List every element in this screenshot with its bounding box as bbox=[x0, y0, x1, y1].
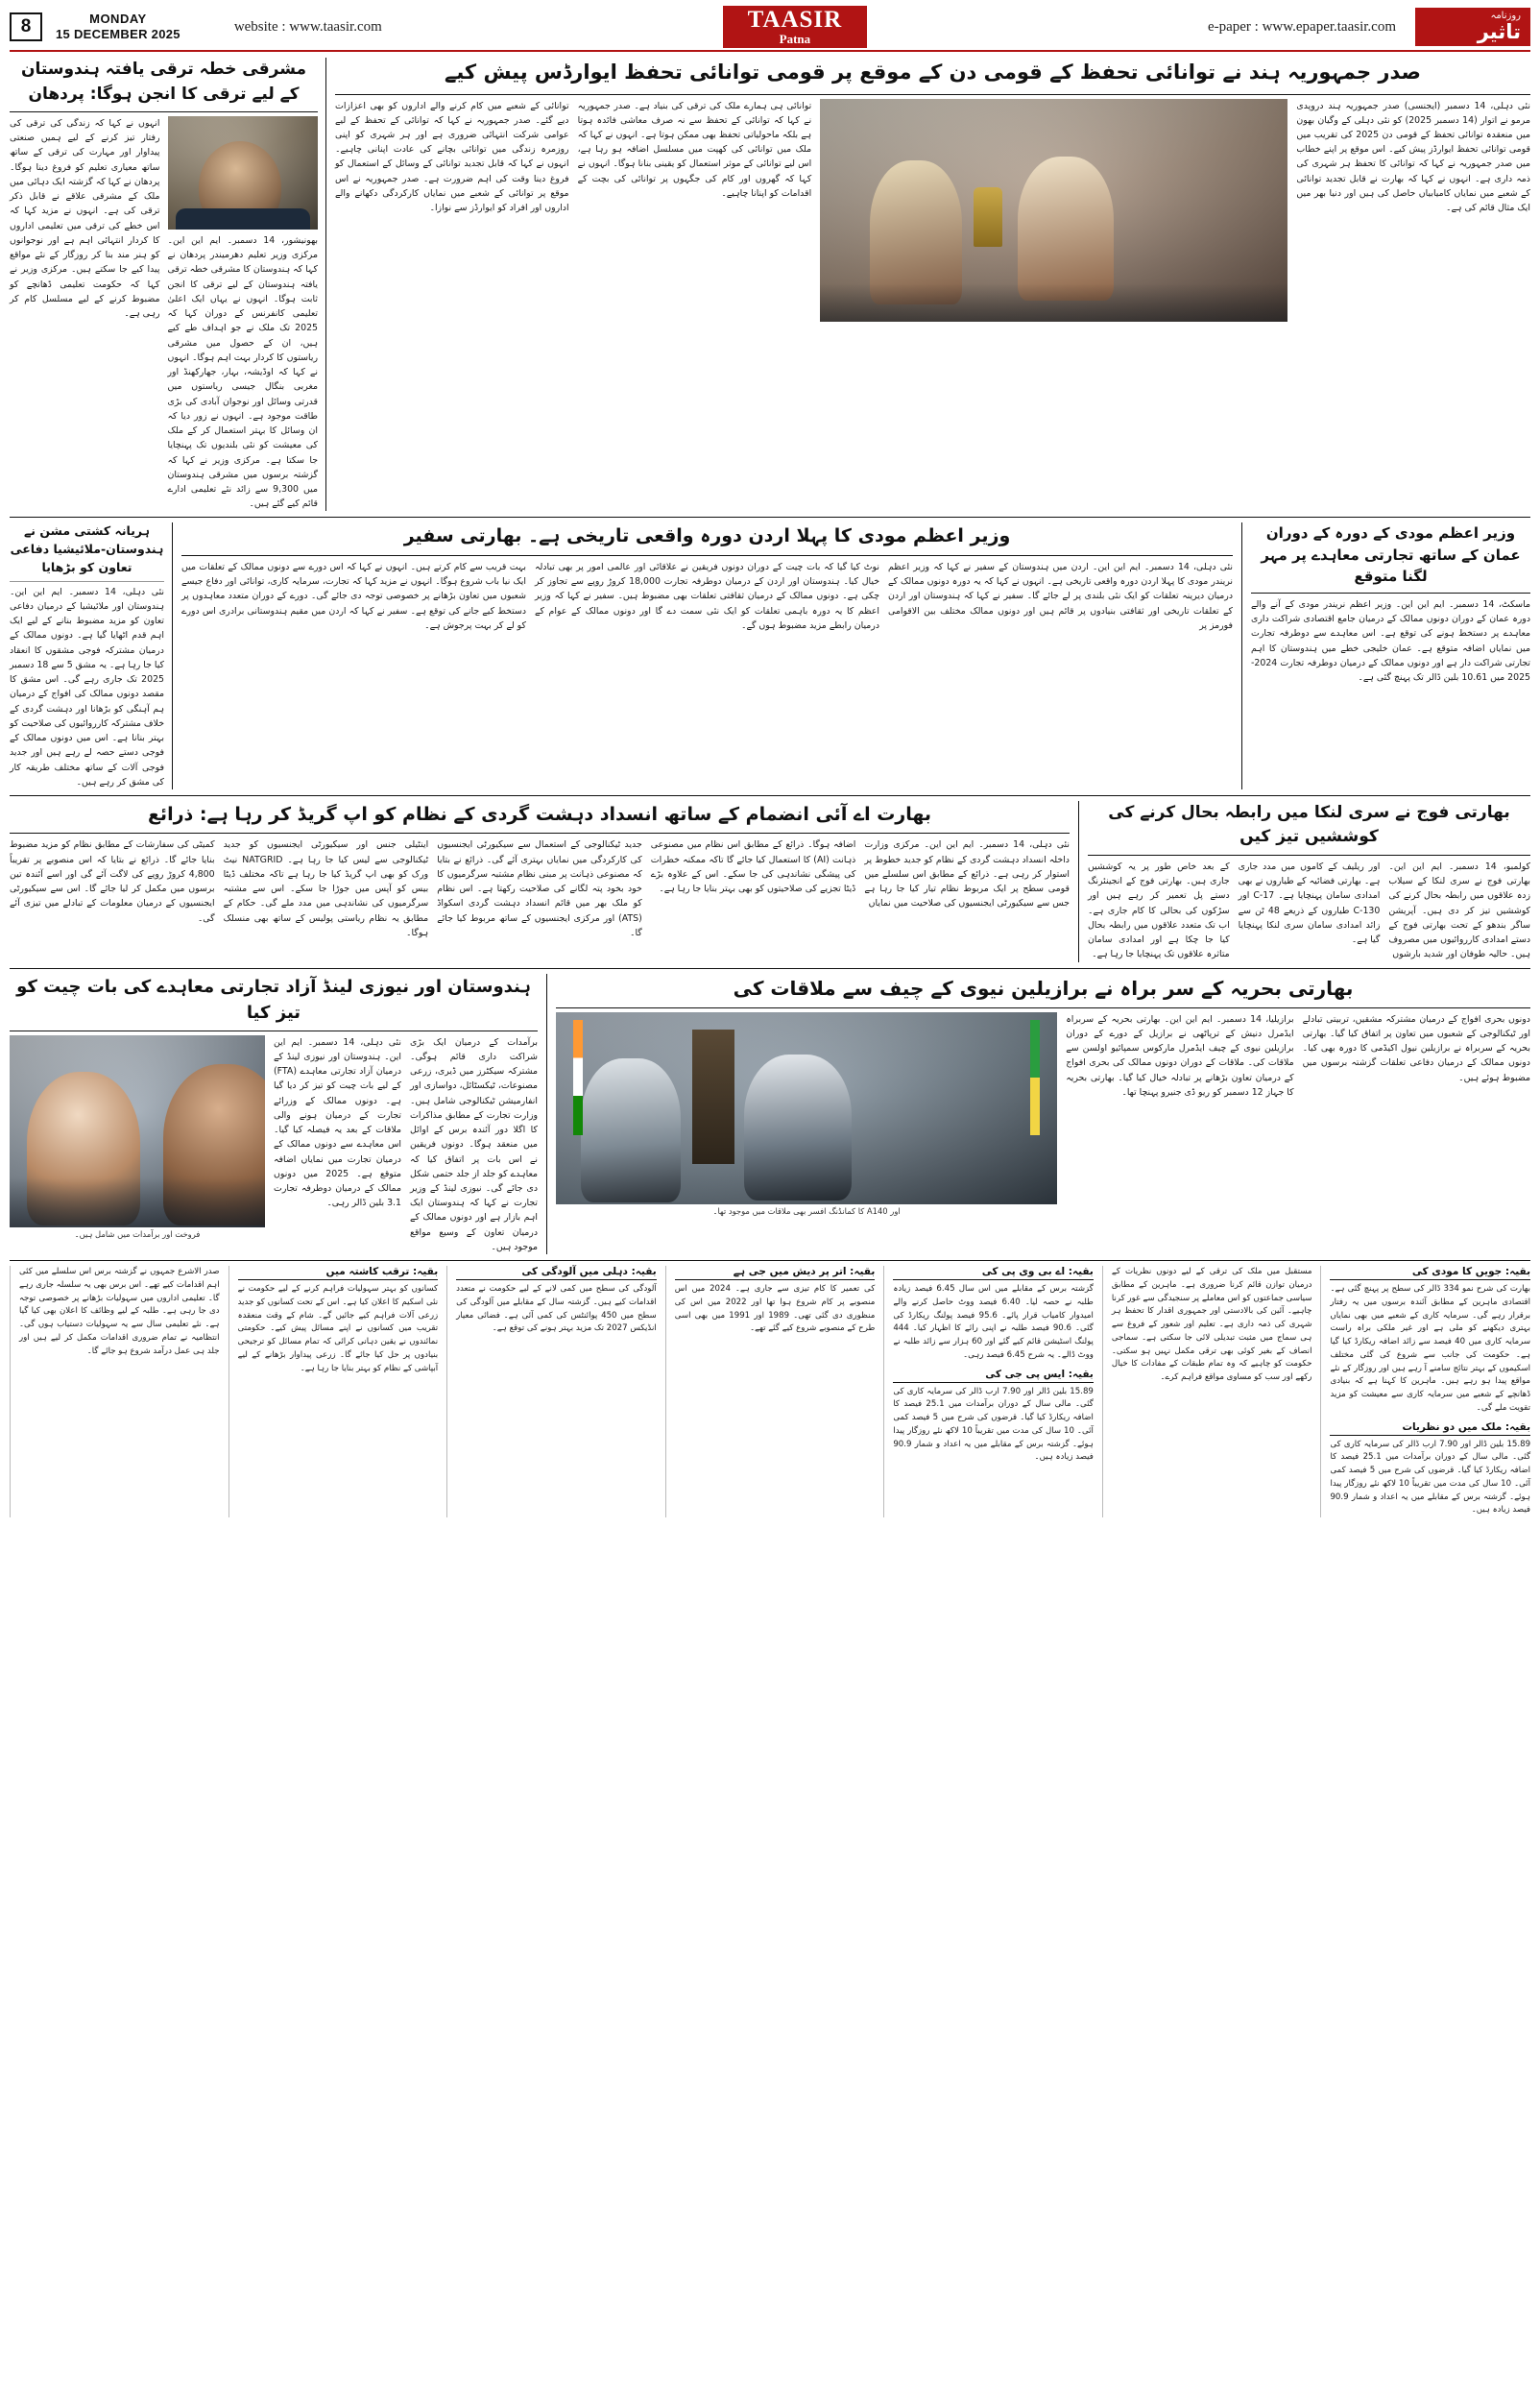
article-text: نئی دہلی، 14 دسمبر۔ ایم این این۔ مرکزی وزارت داخلہ انسداد دہشت گردی کے نظام کو جدید خطوط پر استوار کر رہی ہے۔ ذرائع کے مطابق اس سلسلے میں قومی سطح پر ایک مربوط نظام تیار کیا جا رہا ہے جس سے سیکیورٹی ایجنسیوں کی صلاحیت میں نمایاں bbox=[864, 839, 1070, 909]
divider bbox=[10, 1260, 1530, 1261]
masthead bbox=[10, 8, 1530, 52]
column bbox=[181, 560, 526, 633]
article-text: مستقبل میں ملک کی ترقی کے لیے دونوں نظریات کے درمیان توازن قائم کرنا ضروری ہے۔ ماہرین کے مطابق سیاسی جماعتوں کو اس معاملے پر سنجیدگی سے غور کرنا چاہیے۔ آئین کی بالادستی اور جمہوری اقدار کا تحفظ ہر شہری کی ذمہ داری ہے۔ تعلیم اور شعور کے فروغ سے ہی سماج میں مثبت تبدیلی لائی جا سکتی ہے۔ سماجی انصاف کے بغیر کوئی بھی ترقی مکمل نہیں ہو سکتی۔ حکومت کو چاہیے کہ وہ تمام طبقات کے مفادات کا خیال رکھے اور سب کو مساوی مواقع فراہم کرے۔ bbox=[1111, 1267, 1312, 1383]
column bbox=[888, 560, 1233, 633]
column bbox=[1303, 1012, 1530, 1216]
newspaper-logo bbox=[723, 6, 868, 48]
headline-president-energy: صدر جمہوریہ ہند نے توانائی تحفظ کے قومی دن کے موقع پر قومی توانائی تحفظ ایوارڈس پیش کیے bbox=[445, 61, 1421, 84]
column bbox=[10, 116, 160, 511]
band-two bbox=[10, 522, 1530, 789]
article-text: اینٹیلی جنس اور سیکیورٹی ایجنسیوں کو جدید ٹیکنالوجی سے لیس کیا جا رہا ہے۔ NATGRID نیٹ ورک کو بھی اپ گریڈ کیا جا رہا ہے تاکہ مختلف ڈیٹا بیس کو آپس میں جوڑا جا سکے۔ اس سے مشتبہ سرگرمیوں کی نشاندہی میں مدد ملے گی۔ حکام کے مطابق یہ نظام ریاستی پولیس کے ساتھ بھی منسلک ہوگا۔ bbox=[223, 839, 429, 938]
continuation-title: بقیہ: ایس پی جی کی bbox=[893, 1369, 1094, 1383]
continuation-title: بقیہ: اے بی وی پی کی bbox=[893, 1266, 1094, 1280]
band-four bbox=[10, 974, 1530, 1255]
continuation-strip bbox=[10, 1266, 1530, 1517]
headline-navy-chiefs: بھارتی بحریہ کے سر براہ نے برازیلین نیوی کے چیف سے ملاقات کی bbox=[733, 976, 1354, 1000]
article-text: نئی دہلی، 14 دسمبر (ایجنسی) صدر جمہوریہ ہند دروپدی مرمو نے اتوار (14 دسمبر 2025) کو نئی دہلی کے وگیان بھون میں منعقدہ توانائی تحفظ کے قومی دن 2025 کی تقریب میں قومی توانائی تحفظ ایوارڈز پیش کیے۔ اس موقع پر اپنے خطاب میں صدر جمہوریہ نے کہا کہ توانائی کا تحفظ ہر شہری کی ذمہ داری ہے۔ انہوں نے کہا کہ بھارت نے قابل تجدید توانائی کے شعبے میں نمایاں کامیابیاں حاصل کی ہیں اور دنیا بھر میں ایک مثال قائم کی ہے۔ bbox=[1296, 100, 1530, 214]
story-nz-fta bbox=[10, 974, 547, 1255]
article-text: نوٹ کیا گیا کہ بات چیت کے دوران دونوں فریقین نے علاقائی اور عالمی امور پر بھی تبادلہ خیال کیا۔ ہندوستان اور اردن کے درمیان دوطرفہ تجارت 18,000 کروڑ روپے سے تجاوز کر چکی ہے۔ دونوں ممالک کے درمیان ثقافتی تعلقات بھی مضبوط ہیں۔ سفیر نے کہا کہ وزیر اعظم کا یہ دورہ باہمی تعلقات کو ایک نئی سمت دے گا اور دونوں ممالک کے عوام کے درمیان رابطے مزید مضبوط ہوں گے۔ bbox=[535, 561, 879, 631]
column bbox=[10, 837, 215, 940]
photo-caption: فروخت اور برآمدات میں شامل ہیں۔ bbox=[74, 1228, 201, 1239]
column bbox=[437, 837, 642, 940]
headline-ai-counterterror: بھارت اے آئی انضمام کے ساتھ انسداد دہشت گردی کے نظام کو اپ گریڈ کر رہا ہے: ذرائع bbox=[147, 803, 932, 825]
article-text: نئی دہلی، 14 دسمبر۔ ایم این این۔ ہندوستان اور نیوزی لینڈ کے درمیان آزاد تجارتی معاہدے (FTA) کے لیے بات چیت کو تیز کر دیا گیا ہے۔ دونوں ممالک کے وزرائے تجارت کے درمیان ہونے والی ملاقات کے بعد یہ فیصلہ کیا گیا۔ اس معاہدے سے دونوں ممالک کے درمیان تجارت میں نمایاں اضافہ متوقع ہے۔ 2025 میں دونوں ممالک کے درمیان دوطرفہ تجارت 3.1 بلین ڈالر رہی۔ bbox=[274, 1036, 401, 1209]
urdu-logo-line2: تاثیر bbox=[1477, 19, 1521, 43]
date-block bbox=[56, 12, 180, 43]
photo-navy-meeting bbox=[556, 1012, 1057, 1204]
continuation-title: بقیہ: دہلی میں آلودگی کی bbox=[456, 1266, 657, 1280]
continuation-column bbox=[229, 1266, 439, 1517]
article-text: کسانوں کو بہتر سہولیات فراہم کرنے کے لیے حکومت نے نئی اسکیم کا اعلان کیا ہے۔ اس کے تحت کسانوں کو جدید زرعی آلات فراہم کیے جائیں گے۔ شام کے وقت منعقدہ تقریب میں کسانوں نے اپنے مسائل پیش کیے۔ حکومتی نمائندوں نے یقین دہانی کرائی کہ تمام مسائل کو ترجیحی بنیادوں پر حل کیا جائے گا۔ زرعی پیداوار بڑھانے کے لیے آبپاشی کے نظام کو بہتر بنایا جا رہا ہے۔ bbox=[237, 1284, 439, 1373]
article-text: بھارت کی شرح نمو 334 ڈالر کی سطح پر پہنچ گئی ہے۔ اقتصادی ماہرین کے مطابق آئندہ برسوں میں یہ رفتار برقرار رہے گی۔ سرمایہ کاری کے شعبے میں بھی نمایاں بہتری دیکھنے کو ملی ہے اور غیر ملکی براہ راست سرمایہ کاری میں 40 فیصد سے زائد اضافہ ریکارڈ کیا گیا ہے۔ حکومت کی جانب سے شروع کی گئی مختلف اسکیموں کے بہتر نتائج سامنے آ رہے ہیں اور روزگار کے نئے مواقع پیدا ہو رہے ہیں۔ ماہرین کا کہنا ہے کہ بنیادی ڈھانچے کے شعبے میں سرمایہ کاری سے معیشت کو مزید تقویت ملے گی۔ bbox=[1330, 1284, 1531, 1413]
logo-title: TAASIR bbox=[747, 7, 843, 34]
logo-city: Patna bbox=[779, 32, 811, 47]
column bbox=[651, 837, 856, 940]
divider bbox=[10, 968, 1530, 969]
photo-nz-fta-meeting bbox=[10, 1035, 265, 1227]
article-text: گزشتہ برس کے مقابلے میں اس سال 6.45 فیصد زیادہ طلبہ نے حصہ لیا۔ 6.40 فیصد ووٹ حاصل کرنے والے امیدوار کامیاب قرار پائے۔ 95.6 فیصد پولنگ ریکارڈ کی گئی۔ 90.6 فیصد طلبہ نے اپنی رائے کا اظہار کیا۔ 444 پولنگ اسٹیشن قائم کیے گئے اور 60 ہزار سے زائد طلبہ نے ووٹ ڈالے۔ یہ شرح 6.45 فیصد رہی۔ bbox=[893, 1284, 1094, 1360]
story-navy-chiefs bbox=[547, 974, 1530, 1255]
continuation-title: بقیہ: اتر پر دیش میں جی ہے bbox=[675, 1266, 876, 1280]
story-jordan-visit bbox=[173, 522, 1242, 789]
article-text: کی تعمیر کا کام تیزی سے جاری ہے۔ 2024 میں اس منصوبے پر کام شروع ہوا تھا اور 2022 میں اس کی منظوری دی گئی تھی۔ 1989 اور 1991 میں بھی اسی طرح کے منصوبے شروع کیے گئے تھے۔ bbox=[674, 1284, 876, 1334]
column-photo bbox=[10, 1035, 265, 1255]
page-number: 8 bbox=[10, 12, 42, 41]
story-ai-counterterror bbox=[10, 801, 1079, 962]
continuation-title: بقیہ: ترقب کاشتہ میں bbox=[238, 1266, 439, 1280]
article-text: توانائی ہی ہمارے ملک کی ترقی کی بنیاد ہے۔ صدر جمہوریہ نے کہا کہ توانائی کے تحفظ سے نہ صرف معاشی فائدہ ہوتا ہے بلکہ ماحولیاتی تحفظ بھی ممکن ہوتا ہے۔ انہوں نے کہا کہ ملک میں توانائی کی کھپت میں مسلسل اضافہ ہو رہا ہے، اس لیے توانائی کے موثر استعمال کو یقینی بنانا ہوگا۔ انہوں نے کہا کہ گھروں اور کام کی جگہوں پر توانائی کی بچت کے اقدامات کو اپنانا چاہیے۔ bbox=[577, 100, 812, 199]
headline-jordan-visit: وزیر اعظم مودی کا پہلا اردن دورہ واقعی تاریخی ہے۔ بھارتی سفیر bbox=[403, 525, 1011, 547]
continuation-title: بقیہ: جویں کا مودی کی bbox=[1330, 1266, 1530, 1280]
column bbox=[1296, 99, 1530, 322]
article-text: بھونیشور، 14 دسمبر۔ ایم این این۔ مرکزی وزیر تعلیم دھرمیندر پردھان نے کہا کہ ہندوستان کا مشرقی خطہ ترقی یافتہ ہندوستان کے لیے ترقی کا انجن ثابت ہوگا۔ انہوں نے یہاں ایک اعلیٰ تعلیمی کانفرنس کے دوران کہا کہ 2025 تک ملک نے جو اہداف طے کیے ہیں، ان کے حصول میں مشرقی ریاستوں کا کردار بہت اہم ہوگا۔ انہوں نے کہا کہ اوڈیشہ، بہار، جھارکھنڈ اور مغربی بنگال جیسی ریاستوں میں قدرتی وسائل اور نوجوان آبادی کی بڑی طاقت موجود ہے۔ انہوں نے زور دیا کہ ان وسائل کا بہتر استعمال کر کے ملک کی معیشت کو نئی بلندیوں تک پہنچایا جا سکتا ہے۔ مرکزی وزیر نے کہا کہ گزشتہ برسوں میں مشرقی ہندوستان میں 9,300 سے زائد نئے تعلیمی ادارے قائم کیے گئے ہیں۔ bbox=[167, 235, 319, 510]
continuation-column bbox=[10, 1266, 220, 1517]
continuation-column bbox=[883, 1266, 1094, 1517]
article-text: توانائی کے شعبے میں کام کرنے والے اداروں کو بھی اعزازات دیے گئے۔ صدر جمہوریہ نے کہا کہ توانائی کے تحفظ کے لیے عوامی شرکت انتہائی ضروری ہے اور ہر شہری کو اپنی روزمرہ زندگی میں توانائی بچانے کی عادت اپنانی چاہیے۔ انہوں نے کہا کہ قابل تجدید توانائی کے وسائل کے استعمال کو فروغ دینا وقت کی اہم ضرورت ہے۔ صدر جمہوریہ نے اس موقع پر توانائی کے شعبے میں نمایاں کارکردگی دکھانے والے اداروں اور افراد کو ایوارڈز سے نوازا۔ bbox=[335, 100, 569, 214]
article-text: صدر الاشرع جمہوں نے گزشتہ برس اس سلسلے میں کئی اہم اقدامات کیے تھے۔ اس برس بھی یہ سلسلہ جاری رہے گا۔ تعلیمی اداروں میں سہولیات بڑھانے پر خصوصی توجہ دی جا رہی ہے۔ طلبہ کے لیے وظائف کا اعلان بھی کیا گیا ہے۔ نئے تعلیمی سال سے یہ سہولیات دستیاب ہوں گی۔ انتظامیہ نے تمام ضروری اقدامات مکمل کر لیے ہیں اور جلد ہی عمل درآمد شروع ہو جائے گا۔ bbox=[19, 1267, 220, 1356]
headline-nz-fta: ہندوستان اور نیوزی لینڈ آزاد تجارتی معاہدے کی بات چیت کو تیز کیا bbox=[16, 976, 531, 1023]
column bbox=[1239, 860, 1381, 962]
story-president-energy bbox=[326, 58, 1530, 511]
photo-pradhan bbox=[168, 116, 319, 230]
article-text: نئی دہلی، 14 دسمبر۔ ایم این این۔ اردن میں ہندوستان کے سفیر نے کہا کہ وزیر اعظم نریندر مودی کا پہلا اردن دورہ واقعی تاریخی ہے۔ انہوں نے کہا کہ یہ دورہ دونوں ممالک کے درمیان دیرینہ تعلقات کو ایک نئی بلندی پر لے جائے گا۔ سفیر نے کہا کہ ہندوستان اور اردن کے تعلقات تاریخی اور ثقافتی بنیادوں پر قائم ہیں اور دونوں ممالک مختلف بین الاقوامی فورمز پر bbox=[888, 561, 1233, 631]
column bbox=[410, 1035, 538, 1255]
divider bbox=[10, 795, 1530, 796]
column bbox=[274, 1035, 401, 1255]
article-text: دونوں بحری افواج کے درمیان مشترکہ مشقیں، تربیتی تبادلے اور ٹیکنالوجی کے شعبوں میں تعاون پر اتفاق کیا گیا۔ بھارتی بحریہ کے سربراہ نے برازیلین نیول اکیڈمی کا دورہ بھی کیا۔ دونوں ممالک کے درمیان دفاعی تعلقات گزشتہ برسوں میں مضبوط ہوئے ہیں۔ bbox=[1302, 1013, 1530, 1083]
column bbox=[335, 99, 569, 322]
urdu-logo-line1: روزنامہ bbox=[1490, 10, 1521, 21]
column bbox=[224, 837, 429, 940]
column bbox=[1088, 860, 1230, 962]
column bbox=[578, 99, 812, 322]
continuation-column bbox=[1102, 1266, 1312, 1517]
headline-srilanka-army: بھارتی فوج نے سری لنکا میں رابطہ بحال کرنے کی کوششیں تیز کیں bbox=[1108, 802, 1510, 847]
article-text: 15.89 بلین ڈالر اور 7.90 ارب ڈالر کی سرمایہ کاری کی گئی۔ مالی سال کے دوران برآمدات میں 25.1 فیصد کا اضافہ ریکارڈ کیا گیا۔ قرضوں کی شرح میں 5 فیصد کمی آئی۔ 10 سال کی مدت میں تقریباً 10 لاکھ نئے روزگار پیدا ہوئے۔ گزشتہ برس کے مقابلے میں یہ اعداد و شمار 90.9 فیصد زیادہ ہیں۔ bbox=[1330, 1439, 1531, 1516]
day-of-week: MONDAY bbox=[89, 11, 147, 26]
column bbox=[1388, 860, 1530, 962]
column bbox=[1066, 1012, 1293, 1216]
story-pradhan bbox=[10, 58, 326, 511]
article-text: کے بعد خاص طور پر یہ کوششیں جاری ہیں۔ بھارتی فوج کے انجینئرنگ دستے پل تعمیر کر رہے ہیں اور سڑکوں کی بحالی کا کام جاری ہے۔ اب تک متعدد علاقوں میں رابطہ بحال کیا جا چکا ہے اور امدادی سامان متاثرہ علاقوں تک پہنچایا جا رہا ہے۔ bbox=[1088, 861, 1230, 960]
epaper-url[interactable]: e-paper : www.epaper.taasir.com bbox=[1207, 18, 1396, 35]
column-photo bbox=[556, 1012, 1057, 1216]
column-photo bbox=[820, 99, 1287, 322]
article-text: جدید ٹیکنالوجی کے استعمال سے سیکیورٹی ایجنسیوں کی کارکردگی میں نمایاں بہتری آئے گی۔ ذرائع نے بتایا کہ مصنوعی ذہانت پر مبنی نظام مشتبہ سرگرمیوں کا خود بخود پتہ لگانے کی صلاحیت رکھتا ہے۔ اس نظام کو ملک بھر میں قائم انسداد دہشت گردی اسکواڈ (ATS) اور مرکزی ایجنسیوں کے ساتھ مربوط کیا جائے گا۔ bbox=[437, 839, 642, 938]
article-text: نئی دہلی، 14 دسمبر۔ ایم این این۔ ہندوستان اور ملائیشیا کے درمیان دفاعی تعاون کو مزید مضبوط بنانے کے لیے ایک اہم قدم اٹھایا گیا ہے۔ دونوں ممالک کے درمیان مشترکہ فوجی مشقوں کا انعقاد کیا جا رہا ہے۔ یہ مشق 5 سے 18 دسمبر 2025 تک جاری رہے گی۔ اس مشق کا مقصد دونوں ممالک کی افواج کے درمیان ہم آہنگی کو بڑھانا اور دہشت گردی کے خلاف مشترکہ کارروائیوں کی صلاحیت کو بہتر بنانا ہے۔ اس میں دونوں ممالک کے فوجی دستے حصہ لے رہے ہیں اور جدید فوجی آلات کے ساتھ مختلف طریقہ کار کی مشق کر رہے ہیں۔ bbox=[10, 586, 165, 788]
continuation-title: بقیہ: ملک میں دو نظریات bbox=[1330, 1421, 1530, 1436]
headline-haryana-malaysia: ہریانہ کشتی مشن نے ہندوستان-ملائیشیا دفاعی تعاون کو بڑھایا bbox=[10, 523, 164, 574]
article-text: بہت قریب سے کام کرتے ہیں۔ انہوں نے کہا کہ اس دورے سے دونوں ممالک کے تعلقات میں ایک نیا باب شروع ہوگا۔ انہوں نے مزید کہا کہ تجارت، سرمایہ کاری، توانائی اور دفاع جیسے شعبوں میں تعاون بڑھانے پر خصوصی توجہ دی جائے گی۔ دورے کے دوران متعدد معاہدوں پر دستخط کیے جانے کی توقع ہے۔ سفیر نے کہا کہ اردن میں مقیم ہندوستانی برادری اس دورے کو لے کر بہت پرجوش ہے۔ bbox=[181, 561, 526, 631]
article-text: اور ریلیف کے کاموں میں مدد جاری ہے۔ بھارتی فضائیہ کے طیاروں نے بھی امدادی سامان پہنچایا ہے۔ C-17 اور C-130 طیاروں کے ذریعے 48 ٹن سے زائد امدادی سامان سری لنکا پہنچایا گیا ہے۔ bbox=[1238, 861, 1381, 946]
photo-caption: اور A140 کا کمانڈنگ افسر بھی ملاقات میں موجود تھا۔ bbox=[712, 1205, 901, 1216]
story-oman-trade bbox=[1242, 522, 1530, 789]
article-text: برآمدات کے درمیان ایک بڑی شراکت داری قائم ہوگی۔ مشترکہ سیکٹرز میں ڈیری، زرعی مصنوعات، ٹیکسٹائل، دواسازی اور انفارمیشن ٹیکنالوجی شامل ہیں۔ وزارت تجارت کے مطابق مذاکرات کا اگلا دور آئندہ برس کے اوائل میں منعقد ہوگا۔ دونوں فریقین نے اس بات پر اتفاق کیا کہ معاہدے کو جلد از جلد حتمی شکل دی جائے گی۔ نیوزی لینڈ کے وزیر تجارت نے کہا کہ ہندوستان ایک اہم بازار ہے اور دونوں ممالک کے درمیان تعاون کے وسیع مواقع موجود ہیں۔ bbox=[409, 1036, 538, 1252]
website-url[interactable]: website : www.taasir.com bbox=[233, 18, 382, 35]
top-region bbox=[10, 58, 1530, 511]
article-text: کمیٹی کی سفارشات کے مطابق نظام کو مزید مضبوط بنایا جائے گا۔ ذرائع نے بتایا کہ اس منصوبے پر تقریباً 4,800 کروڑ روپے کی لاگت آئے گی اور اسے آئندہ تین برسوں میں مکمل کر لیا جائے گا۔ اس سے سیکیورٹی ایجنسیوں کے درمیان معلومات کے تبادلے میں تیزی آئے گی۔ bbox=[10, 839, 215, 924]
column bbox=[535, 560, 879, 633]
continuation-column bbox=[665, 1266, 876, 1517]
article-text: انہوں نے کہا کہ زندگی کی ترقی کی رفتار تیز کرنے کے لیے ہمیں صنعتی پیداوار اور مہارت کی ترقی کے ساتھ ساتھ معیاری تعلیم کو فروغ دینا ہوگا۔ پردھان نے کہا کہ گزشتہ ایک دہائی میں ملک کے مشرقی علاقے نے قابل ذکر ترقی کی ہے۔ انہوں نے مزید کہا کہ اس خطے کی ترقی میں تعلیمی اداروں کا کردار انتہائی اہم ہے اور نوجوانوں کو ہنر مند بنا کر روزگار کے نئے مواقع پیدا کیے جا سکتے ہیں۔ مرکزی وزیر نے کہا کہ حکومت تعلیمی ڈھانچے کو مضبوط کرنے کے لیے مسلسل کام کر رہی ہے۔ bbox=[10, 118, 160, 320]
column bbox=[864, 837, 1070, 940]
story-srilanka-army bbox=[1079, 801, 1530, 962]
headline-oman-trade: وزیر اعظم مودی کے دورہ کے دوران عمان کے ساتھ تجارتی معاہدے پر مہر لگنا متوقع bbox=[1261, 524, 1521, 586]
article-text: کولمبو، 14 دسمبر۔ ایم این این۔ بھارتی فوج نے سری لنکا کے سیلاب زدہ علاقوں میں رابطہ بحال کرنے کی کوششیں تیز کر دی ہیں۔ آپریشن ساگر بندھو کے تحت بھارتی فوج کے دستے امدادی کارروائیوں میں مصروف ہیں۔ حالیہ طوفان اور شدید بارشوں bbox=[1388, 861, 1531, 960]
article-text: ماسکٹ، 14 دسمبر۔ ایم این این۔ وزیر اعظم نریندر مودی کے آنے والے دورہ عمان کے دوران دونوں ممالک کے درمیان جامع اقتصادی شراکت داری معاہدے پر دستخط ہونے کی توقع ہے۔ اس معاہدے سے دوطرفہ تجارت میں نمایاں اضافہ متوقع ہے۔ عمان خلیجی خطے میں ہندوستان کا اہم تجارتی شراکت دار ہے اور دونوں ممالک کے درمیان دوطرفہ تجارت 2024-2025 میں 10.61 بلین ڈالر تک پہنچ گئی ہے۔ bbox=[1251, 598, 1530, 684]
continuation-column bbox=[1320, 1266, 1530, 1517]
continuation-column bbox=[446, 1266, 657, 1517]
article-text: 15.89 بلین ڈالر اور 7.90 ارب ڈالر کی سرمایہ کاری کی گئی۔ مالی سال کے دوران برآمدات میں 25.1 فیصد کا اضافہ ریکارڈ کیا گیا۔ قرضوں کی شرح میں 5 فیصد کمی آئی۔ 10 سال کی مدت میں تقریباً 10 لاکھ نئے روزگار پیدا ہوئے۔ گزشتہ برس کے مقابلے میں یہ اعداد و شمار 90.9 فیصد زیادہ ہیں۔ bbox=[893, 1386, 1094, 1463]
publication-date: 15 DECEMBER 2025 bbox=[56, 27, 180, 41]
article-text: برازیلیا، 14 دسمبر۔ ایم این این۔ بھارتی بحریہ کے سربراہ ایڈمرل دنیش کے ترپاٹھی نے برازیل کے دورے کے دوران برازیلین نیوی کے چیف ایڈمرل مارکوس سمپائیو اولسن سے ملاقات کی۔ ملاقات کے دوران دونوں ممالک کی بحری افواج کے درمیان تعاون بڑھانے پر تبادلہ خیال کیا گیا۔ بھارتی بحریہ کا جہاز 12 دسمبر کو ریو ڈی جنیرو پہنچا تھا۔ bbox=[1066, 1013, 1294, 1098]
column bbox=[168, 116, 319, 511]
band-three bbox=[10, 801, 1530, 962]
article-text: آلودگی کی سطح میں کمی لانے کے لیے حکومت نے متعدد اقدامات کیے ہیں۔ گزشتہ سال کے مقابلے میں آلودگی کی سطح میں 450 پوائنٹس کی کمی آئی ہے۔ فضائی معیار انڈیکس 2027 تک مزید بہتر ہونے کی توقع ہے۔ bbox=[456, 1284, 657, 1334]
article-text: اضافہ ہوگا۔ ذرائع کے مطابق اس نظام میں مصنوعی ذہانت (AI) کا استعمال کیا جائے گا تاکہ ممکنہ خطرات کی پیشگی نشاندہی کی جا سکے۔ اس کے علاوہ بڑے ڈیٹا تجزیے کی صلاحیتوں کو بھی بہتر بنایا جا رہا ہے۔ bbox=[650, 839, 856, 895]
urdu-logo bbox=[1415, 8, 1530, 46]
headline-pradhan: مشرقی خطہ ترقی یافتہ ہندوستان کے لیے ترقی کا انجن ہوگا: پردھان bbox=[20, 60, 307, 104]
story-haryana-malaysia bbox=[10, 522, 173, 789]
photo-president-award bbox=[820, 99, 1287, 322]
divider bbox=[10, 517, 1530, 518]
